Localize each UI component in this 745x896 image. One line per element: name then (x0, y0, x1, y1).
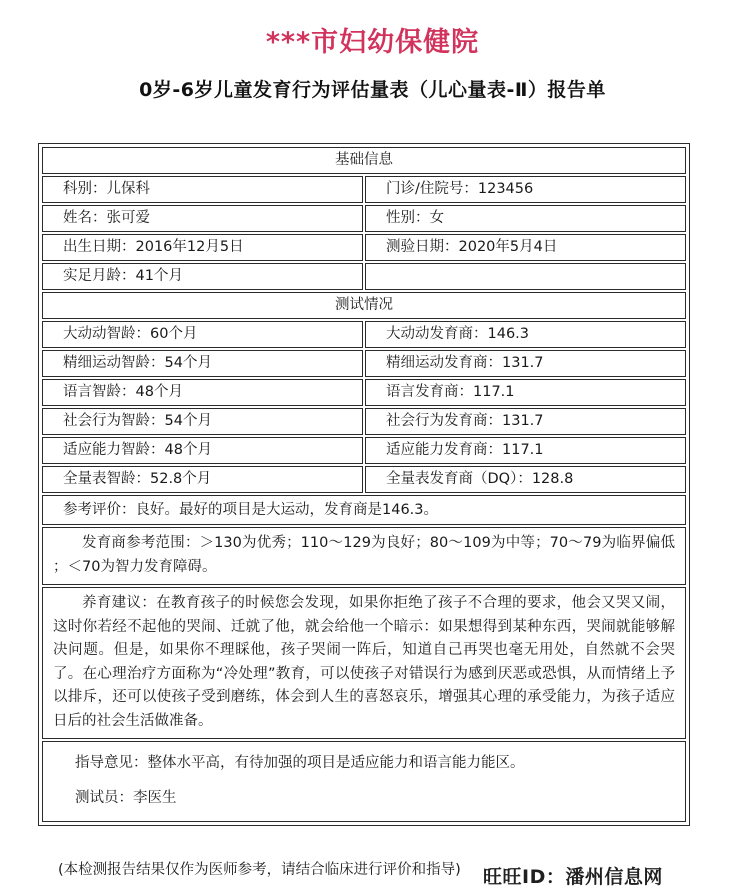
guidance-text: 指导意见：整体水平高，有待加强的项目是适应能力和语言能力能区。 (75, 755, 525, 772)
field-department: 科别：儿保科 (42, 176, 363, 203)
table-row (41, 175, 687, 204)
field-parenting-advice (42, 587, 686, 739)
table-row (41, 526, 687, 586)
watermark-label: 旺旺ID：潘州信息网 (483, 866, 663, 888)
field-age-months: 实足月龄：41个月 (42, 263, 363, 290)
field-gross-motor-mental-age: 大动动智龄：60个月 (42, 321, 363, 348)
field-language-mental-age: 语言智龄：48个月 (42, 379, 363, 406)
table-row (41, 740, 687, 823)
table-row (41, 233, 687, 262)
field-test-date: 测验日期：2020年5月4日 (365, 234, 686, 261)
field-language-dq: 语言发育商：117.1 (365, 379, 686, 406)
report-table (38, 143, 690, 826)
field-name: 姓名：张可爱 (42, 205, 363, 232)
table-row (41, 586, 687, 740)
table-row (41, 146, 687, 175)
section-header-test-results: 测试情况 (42, 292, 686, 319)
report-title: 0岁-6岁儿童发育行为评估量表（儿心量表-Ⅱ）报告单 (139, 78, 606, 101)
tester-text: 测试员：李医生 (75, 789, 177, 806)
reference-range-text: 发育商参考范围：＞130为优秀；110～129为良好；80～109为中等；70～79为临界偏低 ；＜70为智力发育障碍。 (53, 535, 675, 575)
field-birth-date: 出生日期：2016年12月5日 (42, 234, 363, 261)
section-header-basic-info: 基础信息 (42, 147, 686, 174)
table-row (41, 465, 687, 494)
field-reference-range (42, 527, 686, 585)
table-row (41, 349, 687, 378)
field-social-behavior-dq: 社会行为发育商：131.7 (365, 408, 686, 435)
field-adaptability-mental-age: 适应能力智龄：48个月 (42, 437, 363, 464)
table-row (41, 320, 687, 349)
field-empty (365, 263, 686, 290)
table-row (41, 262, 687, 291)
hospital-title: ***市妇幼保健院 (265, 27, 480, 58)
field-fine-motor-mental-age: 精细运动智龄：54个月 (42, 350, 363, 377)
field-evaluation: 参考评价：良好。最好的项目是大运动，发育商是146.3。 (42, 495, 686, 525)
field-record-number: 门诊/住院号：123456 (365, 176, 686, 203)
table-row (41, 204, 687, 233)
parenting-advice-text: 养育建议：在教育孩子的时候您会发现，如果你拒绝了孩子不合理的要求，他会又哭又闹，这时你若经不起他的哭闹、迁就了他，就会给他一个暗示：如果想得到某种东西，哭闹就能够解决问题。但是，如果你不理睬他，孩子哭闹一阵后，知道自己再哭也毫无用处，自然就不会哭了。在心理治疗方面称为“冷处理”教育，可以使孩子对错误行为感到厌恶或恐惧，从而情绪上予以排斥，还可以使孩子受到磨练，体会到人生的喜怒哀乐，增强其心理的承受能力，为孩子适应日后的社会生活做准备。 (53, 595, 675, 729)
field-guidance-and-tester (42, 741, 686, 822)
field-fine-motor-dq: 精细运动发育商：131.7 (365, 350, 686, 377)
field-social-behavior-mental-age: 社会行为智龄：54个月 (42, 408, 363, 435)
field-gender: 性别：女 (365, 205, 686, 232)
table-row (41, 407, 687, 436)
field-gross-motor-dq: 大动动发育商：146.3 (365, 321, 686, 348)
table-row (41, 378, 687, 407)
table-row (41, 494, 687, 526)
table-row (41, 291, 687, 320)
field-full-scale-dq: 全量表发育商（DQ）：128.8 (365, 466, 686, 493)
table-row (41, 436, 687, 465)
field-full-scale-mental-age: 全量表智龄：52.8个月 (42, 466, 363, 493)
disclaimer-note: (本检测报告结果仅作为医师参考，请结合临床进行评价和指导) (58, 862, 461, 878)
field-adaptability-dq: 适应能力发育商：117.1 (365, 437, 686, 464)
